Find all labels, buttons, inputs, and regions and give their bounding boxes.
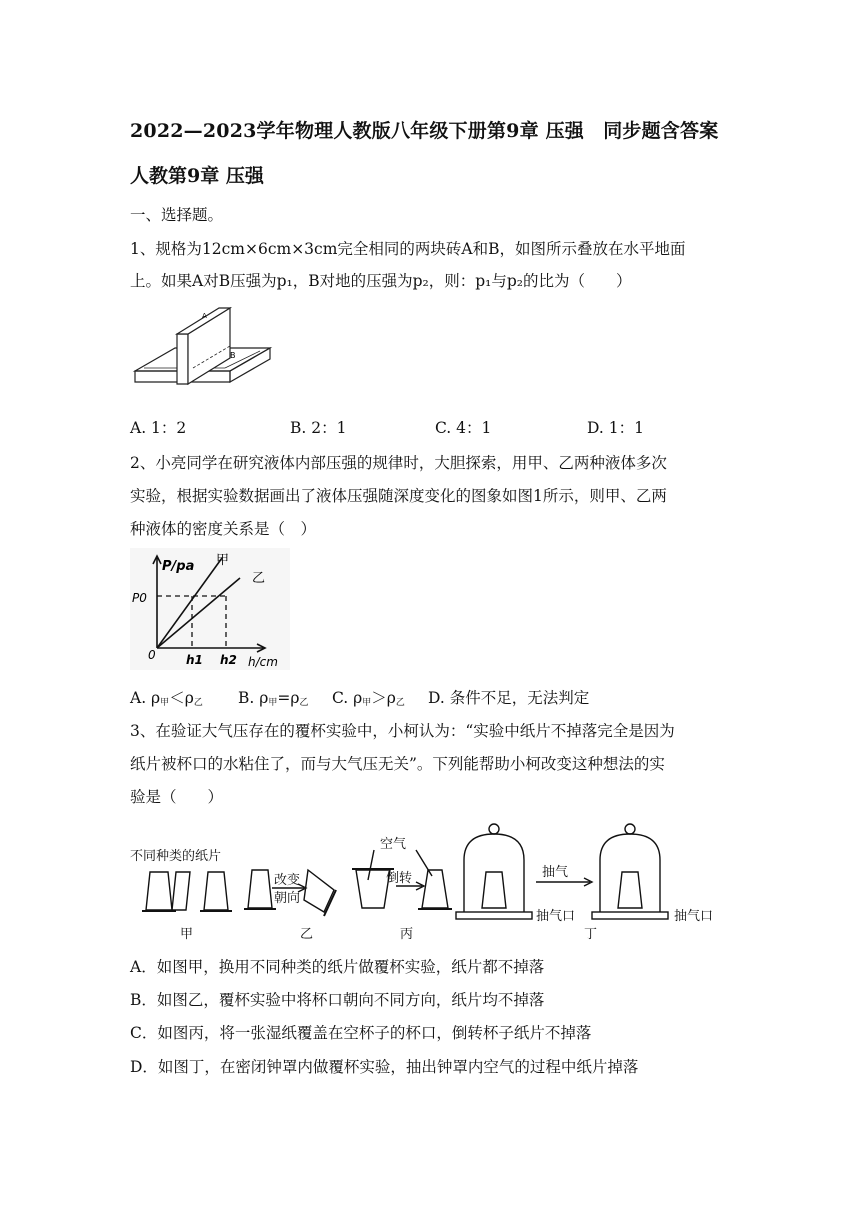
outlet-label-2: 抽气口 [674,909,714,924]
cup-yi-upright [248,870,272,908]
bell-jar-2 [600,834,660,912]
h1-label: h1 [186,653,203,667]
pump-label: 抽气 [542,865,569,880]
bell-jar-1-base [456,912,532,919]
fig-jia-label: 甲 [180,927,194,942]
fig-bing-label: 丙 [400,927,414,942]
p0-label: P0 [132,591,147,605]
q2-option-b[interactable]: B. $\rho_甲=\rho_乙$ [238,689,309,708]
q3-option-d[interactable]: D．如图丁，在密闭钟罩内做覆杯实验，抽出钟罩内空气的过程中纸片掉落 [130,1058,639,1076]
q2-option-a[interactable]: A. $\rho_甲<\rho_乙$ [130,689,203,708]
fig-yi-label: 乙 [300,927,314,942]
q2-option-c[interactable]: C. $\rho_甲>\rho_乙$ [332,689,405,708]
origin-label: 0 [148,648,156,662]
air-pointer-1 [368,850,374,880]
q1-text-line1: 1、规格为12cm×6cm×3cm完全相同的两块砖A和B，如图所示叠放在水平地面 [130,240,686,258]
change-dir-label-1: 改变 [274,873,301,888]
q1-options [130,416,644,438]
air-pointer-2 [416,850,432,876]
q3-text-line3: 验是（ ） [130,788,224,806]
fig-ding-label: 丁 [584,927,598,942]
brick-b-label: B [230,351,236,360]
q2-text-line2: 实验，根据实验数据画出了液体压强随深度变化的图象如图1所示，则甲、乙两 [130,487,667,505]
change-dir-label-2: 朝向 [274,891,301,906]
cup-ding-2 [618,872,642,908]
q2-graph-svg [130,548,290,670]
q2-options [130,686,589,708]
cup-bing-inverted [356,870,390,908]
q1-bricks-figure [130,296,280,391]
brick-a-front [177,334,188,384]
q3-text-line2: 纸片被杯口的水粘住了，而与大气压无关”。下列能帮助小柯改变这种想法的实 [130,755,665,773]
q3-experiments-figure [128,820,728,944]
cup-jia-3 [204,872,228,910]
section-heading: 一、选择题。 [130,206,224,224]
brick-a-label: A [202,312,207,320]
brick-b-side [230,348,270,382]
q1-option-d[interactable]: D. 1：1 [587,419,644,437]
q2-text-line1: 2、小亮同学在研究液体内部压强的规律时，大胆探索，用甲、乙两种液体多次 [130,454,667,472]
q3-option-a[interactable]: A．如图甲，换用不同种类的纸片做覆杯实验，纸片都不掉落 [130,958,545,976]
x-axis-label: h/cm [248,655,278,669]
bell-jar-1 [464,834,524,912]
air-label: 空气 [380,837,407,852]
h2-label: h2 [220,653,237,667]
q2-pressure-graph [130,548,290,670]
q2-option-d[interactable]: D. 条件不足，无法判定 [428,689,590,707]
cup-bing-upright [422,870,448,908]
bell-jar-2-base [592,912,668,919]
q1-option-a[interactable]: A. 1：2 [130,419,187,437]
y-axis-label: P/pa [162,559,195,574]
invert-label: 倒转 [386,871,413,886]
outlet-label-1: 抽气口 [536,909,576,924]
chapter-subtitle: 人教第9章 压强 [130,165,264,187]
q2-text-line3: 种液体的密度关系是（ ） [130,520,317,538]
q1-text-line2: 上。如果A对B压强为p₁，B对地的压强为p₂，则：p₁与p₂的比为（ ） [130,272,632,290]
q3-option-b[interactable]: B．如图乙，覆杯实验中将杯口朝向不同方向，纸片均不掉落 [130,991,545,1009]
series-jia-label: 甲 [216,553,230,568]
page-title: 2022—2023学年物理人教版八年级下册第9章 压强 同步题含答案 [130,120,719,142]
q1-option-b[interactable]: B. 2：1 [290,419,347,437]
q3-experiments-svg [128,820,728,944]
q1-bricks-svg [130,296,280,391]
cup-jia-1 [146,872,172,910]
series-yi-label: 乙 [252,571,266,586]
q3-text-line1: 3、在验证大气压存在的覆杯实验中，小柯认为：“实验中纸片不掉落完全是因为 [130,722,675,740]
q1-option-c[interactable]: C. 4：1 [435,419,492,437]
q3-option-c[interactable]: C．如图丙，将一张湿纸覆盖在空杯子的杯口，倒转杯子纸片不掉落 [130,1024,592,1042]
cup-jia-2 [172,872,190,910]
paper-types-label: 不同种类的纸片 [130,849,222,864]
cup-ding-1 [482,872,506,908]
